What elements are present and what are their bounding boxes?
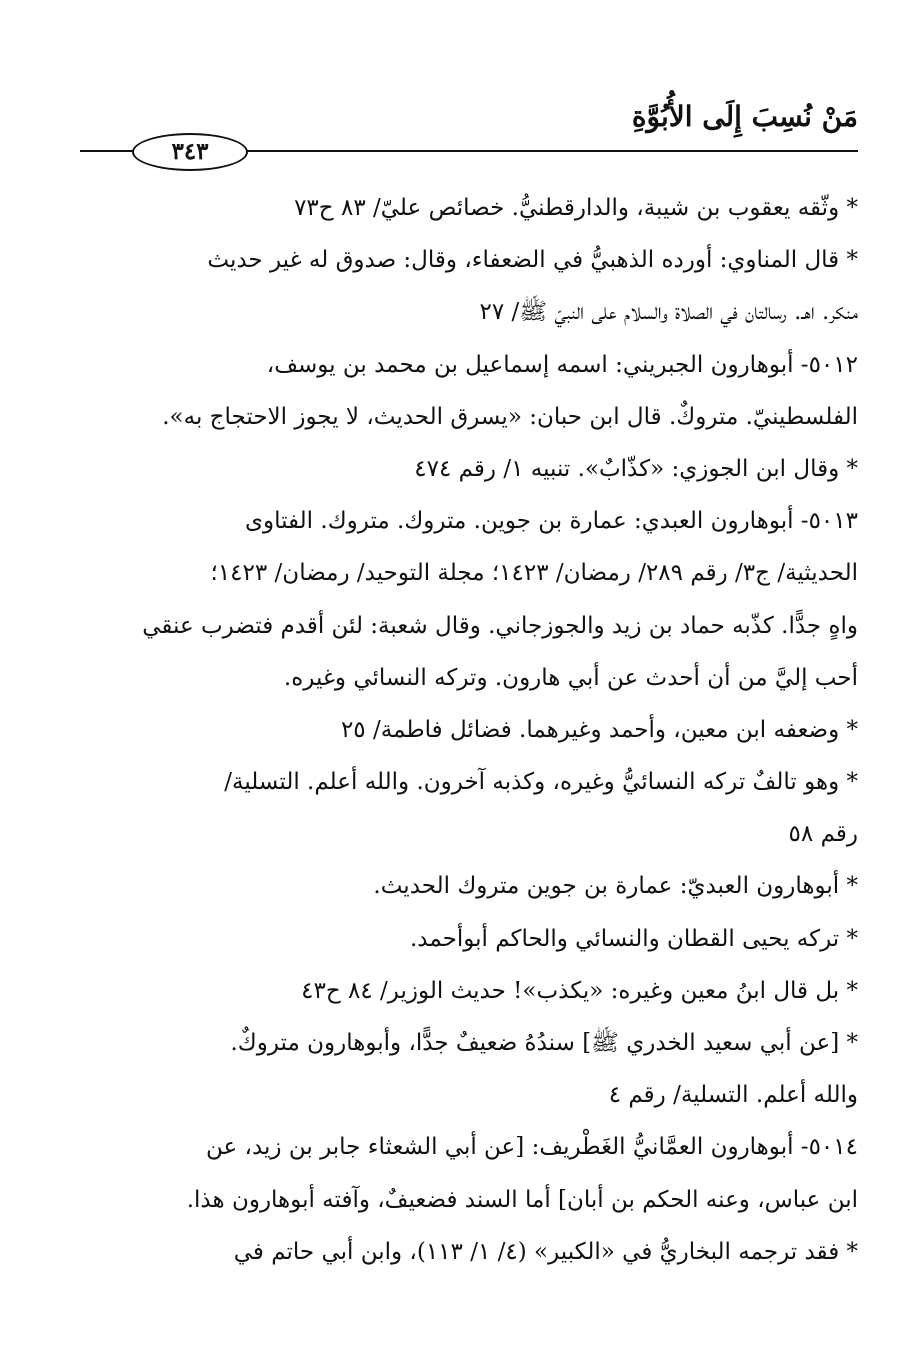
- text-line: * فقد ترجمه البخاريُّ في «الكبير» (٤/ ١/ ١١٣)، وابن أبي حاتم في: [233, 1238, 858, 1265]
- entry-line: ٥٠١٢- أبوهارون الجبريني: اسمه إسماعيل بن محمد بن يوسف،: [266, 351, 858, 378]
- text-line: * وهو تالفٌ تركه النسائيُّ وغيره، وكذبه آخرون. والله أعلم. التسلية/: [224, 769, 858, 796]
- text-line: أحب إليَّ من أن أحدث عن أبي هارون. وتركه النسائي وغيره.: [283, 664, 858, 691]
- text-line: * وثّقه يعقوب بن شيبة، والدارقطنيُّ. خصائص عليّ/ ٨٣ ح٧٣: [294, 195, 858, 221]
- text-line: رقم ٥٨: [788, 821, 858, 848]
- entry-line: ٥٠١٤- أبوهارون العمَّانيُّ الغَطْريف: [عن أبي الشعثاء جابر بن زيد، عن: [205, 1134, 858, 1161]
- page-header: [80, 100, 858, 170]
- text-line: * وقال ابن الجوزي: «كذّابٌ». تنبيه ١/ رقم ٤٧٤: [414, 455, 858, 482]
- text-line: * [عن أبي سعيد الخدري ﷺ] سندُهُ ضعيفٌ جدًّا، وأبوهارون متروكٌ.: [230, 1030, 858, 1056]
- text-line: * أبوهارون العبديّ: عمارة بن جوين متروك الحديث.: [373, 873, 858, 900]
- text-line: منكر. اهـ. رسالتان في الصلاة والسلام على النبيّ ﷺ/ ٢٧: [479, 299, 858, 326]
- entry-line: ٥٠١٣- أبوهارون العبدي: عمارة بن جوين. متروك. متروك. الفتاوى: [244, 508, 858, 535]
- text-line: * بل قال ابنُ معين وغيره: «يكذب»! حديث الوزير/ ٨٤ ح٤٣: [301, 977, 858, 1004]
- page-number: ٣٤٣: [132, 133, 248, 171]
- text-line: * قال المناوي: أورده الذهبيُّ في الضعفاء، وقال: صدوق له غير حديث: [207, 247, 858, 274]
- text-line: الفلسطينيّ. متروكٌ. قال ابن حبان: «يسرق الحديث، لا يجوز الاحتجاج به».: [162, 403, 858, 430]
- text-line: واهٍ جدًّا. كذّبه حماد بن زيد والجوزجاني. وقال شعبة: لئن أقدم فتضرب عنقي: [142, 612, 858, 639]
- text-line: * تركه يحيى القطان والنسائي والحاكم أبوأحمد.: [409, 925, 858, 952]
- text-line: * وضعفه ابن معين، وأحمد وغيرهما. فضائل فاطمة/ ٢٥: [340, 716, 858, 743]
- text-line: والله أعلم. التسلية/ رقم ٤: [608, 1082, 858, 1109]
- running-title: مَنْ نُسِبَ إِلَى الأُبُوَّةِ: [631, 100, 858, 133]
- text-line: ابن عباس، وعنه الحكم بن أبان] أما السند فضعيفٌ، وآفته أبوهارون هذا.: [186, 1186, 858, 1213]
- page-body: [80, 182, 858, 1278]
- text-line: الحديثية/ ج٣/ رقم ٢٨٩/ رمضان/ ١٤٢٣؛ مجلة التوحيد/ رمضان/ ١٤٢٣؛: [210, 560, 858, 587]
